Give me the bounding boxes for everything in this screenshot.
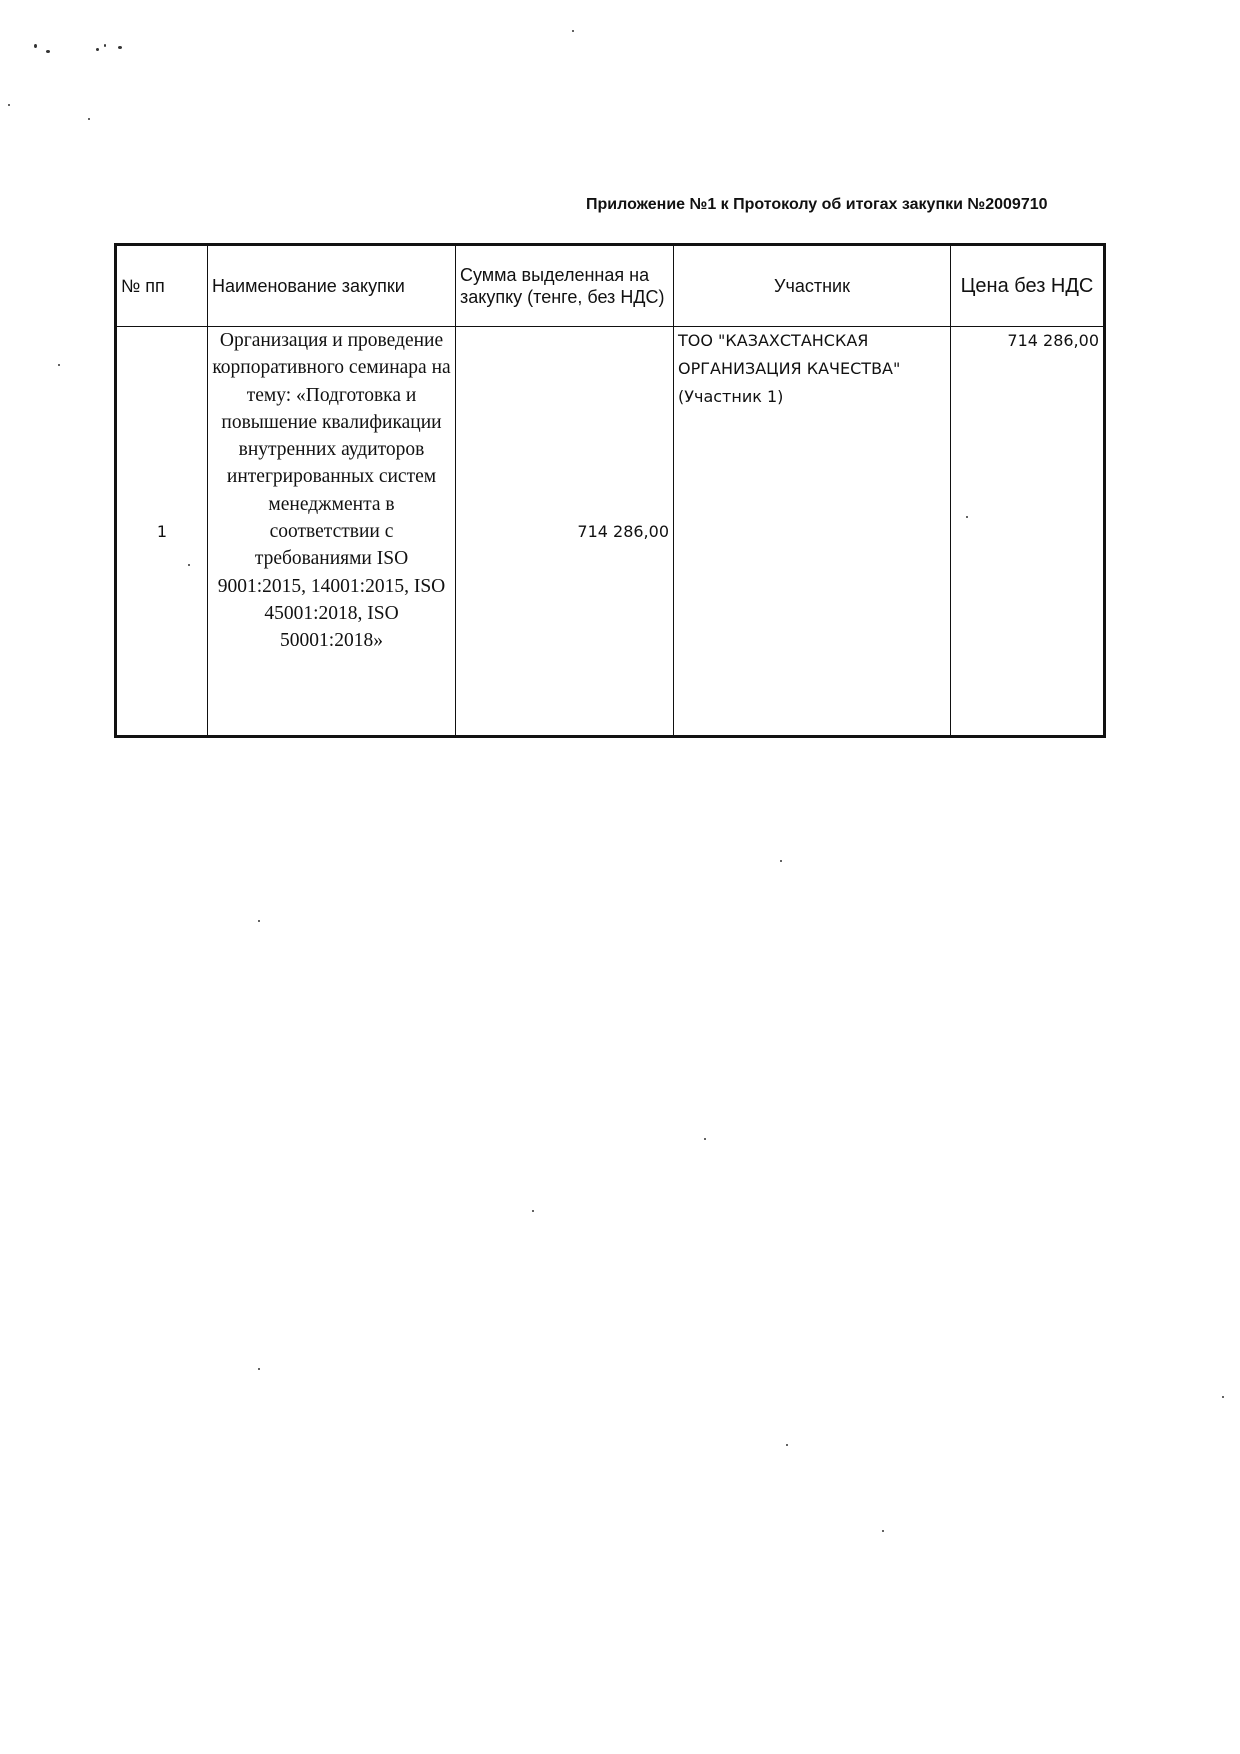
scan-speck bbox=[258, 1368, 260, 1370]
scan-speck bbox=[1222, 1396, 1224, 1398]
header-price-without-vat: Цена без НДС bbox=[951, 245, 1105, 327]
scan-speck bbox=[882, 1530, 884, 1532]
document-heading: Приложение №1 к Протоколу об итогах закупки №2009710 bbox=[586, 196, 1048, 213]
scan-speck bbox=[8, 104, 10, 106]
row-number: 1 bbox=[116, 327, 208, 737]
scan-speck bbox=[572, 30, 574, 32]
allocated-sum: 714 286,00 bbox=[456, 327, 674, 737]
header-procurement-name: Наименование закупки bbox=[208, 245, 456, 327]
scan-speck bbox=[88, 118, 90, 120]
scan-speck bbox=[780, 860, 782, 862]
price-without-vat: 714 286,00 bbox=[951, 327, 1105, 737]
participant bbox=[674, 327, 951, 737]
table-header-row bbox=[116, 245, 1105, 327]
scan-speck bbox=[786, 1444, 788, 1446]
participant-line: ТОО "КАЗАХСТАНСКАЯ bbox=[678, 331, 869, 350]
participant-line: ОРГАНИЗАЦИЯ КАЧЕСТВА" bbox=[678, 359, 901, 378]
scan-speck bbox=[258, 920, 260, 922]
scan-speck bbox=[46, 50, 50, 53]
procurement-name: Организация и проведение корпоративного семинара на тему: «Подготовка и повышение квалификации внутренних аудиторов интегрированных систем менеджмента в соответствии с требованиями ISO 9001:2015, 14001:2015, ISO 45001:2018, ISO 50001:2018» bbox=[208, 327, 456, 737]
participant-line: (Участник 1) bbox=[678, 387, 784, 406]
header-number: № пп bbox=[116, 245, 208, 327]
scan-speck bbox=[58, 364, 60, 366]
scan-speck bbox=[104, 44, 106, 47]
scan-speck bbox=[532, 1210, 534, 1212]
scan-speck bbox=[96, 48, 99, 51]
header-participant: Участник bbox=[674, 245, 951, 327]
procurement-results-table bbox=[114, 243, 1106, 738]
table-row bbox=[116, 327, 1105, 737]
header-allocated-sum: Сумма выделенная на закупку (тенге, без НДС) bbox=[456, 245, 674, 327]
scan-speck bbox=[118, 46, 122, 49]
scan-speck bbox=[34, 44, 37, 48]
scan-speck bbox=[704, 1138, 706, 1140]
